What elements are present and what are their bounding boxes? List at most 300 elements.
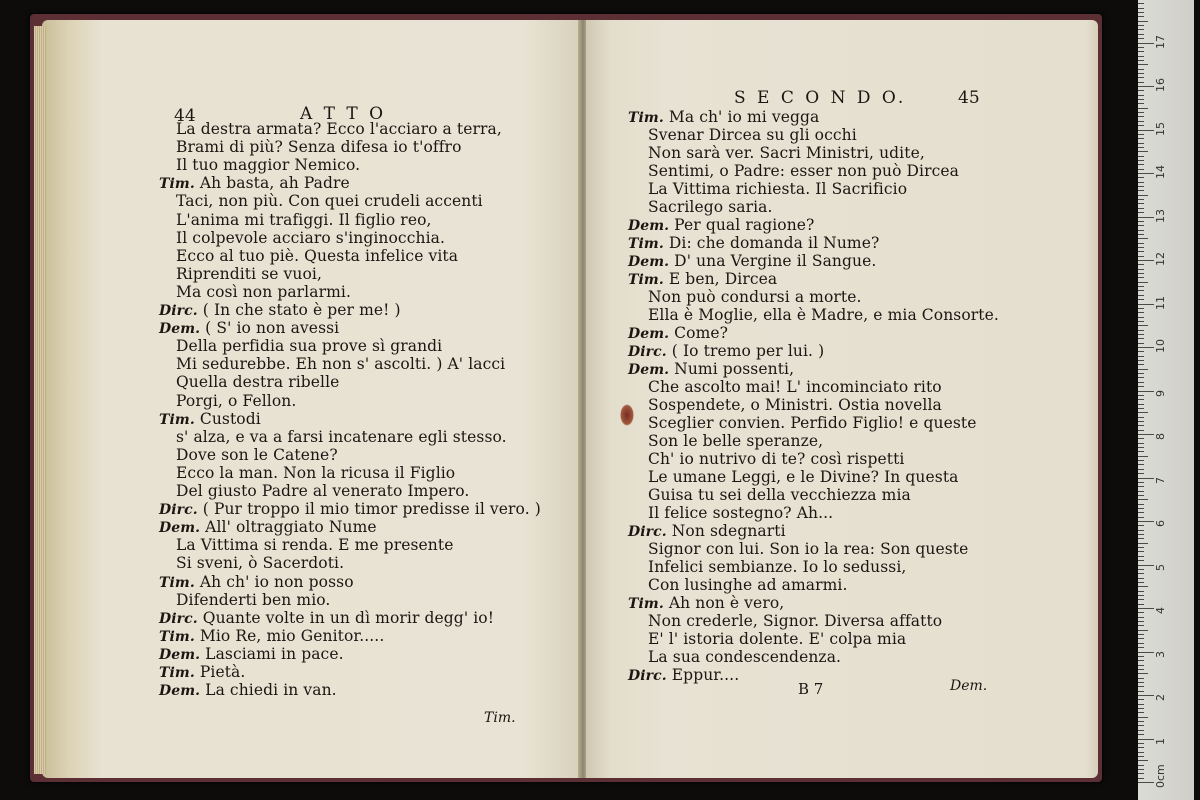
ruler-tick bbox=[1138, 617, 1144, 618]
text-line bbox=[648, 432, 823, 450]
ruler-tick bbox=[1138, 725, 1144, 726]
speaker-label: Tim. bbox=[628, 272, 664, 288]
line-text: Del giusto Padre al venerato Impero. bbox=[176, 482, 470, 500]
ruler-tick bbox=[1138, 491, 1144, 492]
text-line bbox=[176, 211, 432, 229]
text-line bbox=[159, 518, 377, 537]
ruler-label: 0cm bbox=[1154, 764, 1167, 788]
ruler-label: 6 bbox=[1154, 520, 1167, 527]
ruler-tick bbox=[1138, 338, 1144, 339]
ruler-tick bbox=[1138, 478, 1154, 479]
left-catchword: Tim. bbox=[484, 710, 516, 726]
ruler-tick bbox=[1138, 551, 1144, 552]
text-line bbox=[176, 482, 469, 500]
ruler-tick bbox=[1138, 752, 1144, 753]
text-line bbox=[159, 609, 494, 628]
text-line bbox=[648, 198, 773, 216]
ruler-tick bbox=[1138, 156, 1144, 157]
ruler-tick bbox=[1138, 643, 1144, 644]
ruler-tick bbox=[1138, 103, 1144, 104]
ruler-tick bbox=[1138, 673, 1148, 674]
text-line bbox=[159, 500, 541, 519]
line-text: Sacrilego saria. bbox=[648, 198, 773, 216]
ruler-tick bbox=[1138, 108, 1148, 109]
ruler-tick bbox=[1138, 16, 1144, 17]
ruler-tick bbox=[1138, 399, 1144, 400]
line-text: La destra armata? Ecco l'acciaro a terra, bbox=[176, 120, 502, 138]
text-line bbox=[176, 283, 351, 301]
line-text: La Vittima si renda. E me presente bbox=[176, 536, 454, 555]
ruler-tick bbox=[1138, 591, 1144, 592]
text-line bbox=[628, 216, 814, 235]
text-line bbox=[159, 410, 261, 429]
ruler-tick bbox=[1138, 382, 1144, 383]
line-text: Difenderti ben mio. bbox=[176, 590, 331, 609]
text-line bbox=[628, 234, 879, 253]
text-line bbox=[159, 627, 384, 646]
line-text: E ben, Dircea bbox=[668, 270, 778, 288]
ruler-tick bbox=[1138, 717, 1148, 718]
text-line bbox=[159, 663, 245, 682]
ruler-tick bbox=[1138, 177, 1144, 178]
line-text: La Vittima richiesta. Il Sacrificio bbox=[648, 180, 908, 198]
ruler-tick bbox=[1138, 230, 1144, 231]
ruler-tick bbox=[1138, 773, 1144, 774]
text-line bbox=[648, 648, 841, 666]
ruler-tick bbox=[1138, 238, 1148, 239]
ruler-tick bbox=[1138, 73, 1144, 74]
ruler-tick bbox=[1138, 195, 1148, 196]
line-text: Guisa tu sei della vecchiezza mia bbox=[648, 486, 911, 504]
ruler-tick bbox=[1138, 508, 1144, 509]
ruler-tick bbox=[1138, 369, 1148, 370]
ruler-tick bbox=[1138, 460, 1144, 461]
ruler-tick bbox=[1138, 569, 1144, 570]
line-text: Porgi, o Fellon. bbox=[176, 391, 297, 410]
measuring-ruler bbox=[1138, 0, 1194, 800]
speaker-label: Tim. bbox=[159, 665, 195, 681]
speaker-label: Dirc. bbox=[159, 303, 198, 319]
ruler-tick bbox=[1138, 299, 1144, 300]
text-line bbox=[176, 229, 445, 247]
text-line bbox=[176, 156, 360, 174]
line-text: Per qual ragione? bbox=[674, 216, 815, 234]
ruler-tick bbox=[1138, 29, 1144, 30]
left-page bbox=[42, 20, 582, 778]
ruler-tick bbox=[1138, 608, 1154, 609]
speaker-label: Tim. bbox=[159, 574, 195, 591]
ruler-tick bbox=[1138, 712, 1144, 713]
line-text: ( Pur troppo il mio timor predisse il vero. ) bbox=[202, 500, 541, 519]
ruler-tick bbox=[1138, 99, 1144, 100]
ruler-tick bbox=[1138, 638, 1144, 639]
line-text: Il felice sostegno? Ah... bbox=[648, 504, 834, 522]
ruler-tick bbox=[1138, 234, 1144, 235]
ruler-tick bbox=[1138, 212, 1144, 213]
line-text: ( Io tremo per lui. ) bbox=[671, 342, 825, 360]
ruler-tick bbox=[1138, 669, 1144, 670]
line-text: Il colpevole acciaro s'inginocchia. bbox=[176, 228, 446, 247]
ruler-label: 9 bbox=[1154, 389, 1167, 397]
ruler-tick bbox=[1138, 660, 1144, 661]
ruler-tick bbox=[1138, 456, 1148, 457]
right-page-number: 45 bbox=[958, 88, 980, 108]
ruler-tick bbox=[1138, 582, 1144, 583]
line-text: Ecco la man. Non la ricusa il Figlio bbox=[176, 463, 456, 482]
text-line bbox=[628, 270, 777, 289]
ruler-tick bbox=[1138, 130, 1154, 131]
speaker-label: Dem. bbox=[159, 683, 201, 700]
ruler-tick bbox=[1138, 704, 1144, 705]
ruler-tick bbox=[1138, 356, 1144, 357]
text-line bbox=[628, 342, 824, 361]
line-text: L'anima mi trafiggi. Il figlio reo, bbox=[176, 210, 432, 229]
ruler-tick bbox=[1138, 304, 1154, 305]
ruler-tick bbox=[1138, 434, 1154, 435]
ruler-tick bbox=[1138, 656, 1144, 657]
ruler-tick bbox=[1138, 778, 1144, 779]
line-text: Della perfidia sua prove sì grandi bbox=[176, 337, 443, 356]
ruler-tick bbox=[1138, 699, 1144, 700]
ruler-tick bbox=[1138, 351, 1144, 352]
line-text: Taci, non più. Con quei crudeli accenti bbox=[176, 192, 483, 211]
line-text: Eppur.... bbox=[671, 666, 740, 684]
ruler-tick bbox=[1138, 112, 1144, 113]
ruler-tick bbox=[1138, 277, 1144, 278]
text-line bbox=[176, 591, 330, 609]
speaker-label: Dirc. bbox=[159, 502, 198, 519]
line-text: Numi possenti, bbox=[674, 360, 795, 378]
line-text: Ecco al tuo piè. Questa infelice vita bbox=[176, 246, 459, 265]
ruler-tick bbox=[1138, 647, 1144, 648]
ruler-label: 5 bbox=[1154, 563, 1167, 571]
ruler-tick bbox=[1138, 560, 1144, 561]
line-text: Pietà. bbox=[199, 663, 246, 681]
speaker-label: Tim. bbox=[628, 236, 664, 252]
speaker-label: Dem. bbox=[159, 646, 201, 663]
text-line bbox=[628, 666, 739, 685]
ruler-tick bbox=[1138, 143, 1144, 144]
speaker-label: Dirc. bbox=[159, 610, 198, 627]
ruler-tick bbox=[1138, 417, 1144, 418]
text-line bbox=[648, 126, 857, 144]
ruler-tick bbox=[1138, 373, 1144, 374]
line-text: Come? bbox=[674, 324, 729, 342]
ruler-tick bbox=[1138, 765, 1144, 766]
line-text: Che ascolto mai! L' incominciato rito bbox=[648, 378, 942, 396]
text-line bbox=[176, 428, 507, 446]
ruler-tick bbox=[1138, 499, 1148, 500]
ruler-tick bbox=[1138, 451, 1144, 452]
ruler-tick bbox=[1138, 173, 1154, 174]
ruler-tick bbox=[1138, 343, 1144, 344]
text-line bbox=[176, 464, 455, 482]
line-text: Ma ch' io mi vegga bbox=[668, 108, 820, 126]
ruler-tick bbox=[1138, 743, 1144, 744]
text-line bbox=[159, 174, 350, 193]
speaker-label: Tim. bbox=[159, 176, 195, 193]
ruler-tick bbox=[1138, 530, 1144, 531]
ruler-tick bbox=[1138, 169, 1144, 170]
ruler-tick bbox=[1138, 504, 1144, 505]
ruler-tick bbox=[1138, 769, 1144, 770]
ruler-tick bbox=[1138, 404, 1144, 405]
ruler-tick bbox=[1138, 147, 1144, 148]
text-line bbox=[176, 446, 338, 464]
ruler-tick bbox=[1138, 691, 1144, 692]
line-text: D' una Vergine il Sangue. bbox=[674, 252, 877, 270]
ruler-tick bbox=[1138, 386, 1144, 387]
ruler-tick bbox=[1138, 730, 1144, 731]
ruler-label: 1 bbox=[1154, 737, 1167, 745]
text-line bbox=[628, 252, 876, 271]
line-text: Di: che domanda il Nume? bbox=[668, 234, 880, 252]
ruler-tick bbox=[1138, 443, 1144, 444]
speaker-label: Dem. bbox=[628, 362, 670, 378]
line-text: Ah basta, ah Padre bbox=[199, 174, 350, 193]
ruler-tick bbox=[1138, 521, 1154, 522]
ruler-tick bbox=[1138, 517, 1144, 518]
ruler-tick bbox=[1138, 330, 1144, 331]
ruler-tick bbox=[1138, 116, 1144, 117]
text-line bbox=[648, 144, 925, 162]
ruler-tick bbox=[1138, 782, 1154, 783]
text-line bbox=[648, 450, 904, 468]
ruler-tick bbox=[1138, 321, 1144, 322]
ruler-tick bbox=[1138, 199, 1144, 200]
ruler-tick bbox=[1138, 243, 1144, 244]
text-line bbox=[176, 192, 483, 210]
ruler-tick bbox=[1138, 665, 1144, 666]
line-text: Mi sedurebbe. Eh non s' ascolti. ) A' lacci bbox=[176, 355, 506, 374]
line-text: Non può condursi a morte. bbox=[648, 288, 862, 306]
ruler-label: 4 bbox=[1154, 607, 1167, 614]
line-text: Quella destra ribelle bbox=[176, 373, 340, 392]
line-text: Sentimi, o Padre: esser non può Dircea bbox=[648, 162, 960, 180]
ruler-tick bbox=[1138, 547, 1144, 548]
text-line bbox=[628, 594, 784, 613]
text-line bbox=[648, 486, 911, 504]
ruler-tick bbox=[1138, 534, 1144, 535]
ruler-tick bbox=[1138, 186, 1144, 187]
ruler-tick bbox=[1138, 708, 1144, 709]
speaker-label: Dem. bbox=[159, 520, 201, 537]
speaker-label: Tim. bbox=[628, 110, 664, 126]
text-line bbox=[176, 373, 339, 391]
ruler-tick bbox=[1138, 134, 1144, 135]
ruler-tick bbox=[1138, 599, 1144, 600]
right-catchword: Dem. bbox=[950, 678, 988, 694]
text-line bbox=[648, 162, 959, 180]
ruler-tick bbox=[1138, 543, 1148, 544]
text-line bbox=[159, 301, 401, 320]
ruler-tick bbox=[1138, 203, 1144, 204]
ruler-tick bbox=[1138, 208, 1144, 209]
ruler-tick bbox=[1138, 625, 1144, 626]
text-line bbox=[176, 337, 442, 355]
ruler-tick bbox=[1138, 82, 1144, 83]
line-text: Ah ch' io non posso bbox=[199, 572, 354, 591]
ruler-tick bbox=[1138, 360, 1144, 361]
ruler-tick bbox=[1138, 391, 1154, 392]
ruler-tick bbox=[1138, 464, 1144, 465]
ruler-tick bbox=[1138, 734, 1144, 735]
ink-stain bbox=[620, 404, 634, 426]
text-line bbox=[648, 612, 942, 630]
line-text: All' oltraggiato Nume bbox=[205, 518, 377, 537]
ruler-tick bbox=[1138, 682, 1144, 683]
ruler-tick bbox=[1138, 604, 1144, 605]
line-text: Ma così non parlarmi. bbox=[176, 282, 351, 301]
ruler-tick bbox=[1138, 630, 1148, 631]
ruler-tick bbox=[1138, 125, 1144, 126]
ruler-tick bbox=[1138, 438, 1144, 439]
speaker-label: Dem. bbox=[159, 321, 201, 338]
ruler-tick bbox=[1138, 473, 1144, 474]
line-text: Sceglier convien. Perfido Figlio! e queste bbox=[648, 414, 977, 432]
line-text: s' alza, e va a farsi incatenare egli stesso. bbox=[176, 427, 507, 446]
ruler-label: 11 bbox=[1154, 295, 1167, 310]
ruler-tick bbox=[1138, 34, 1144, 35]
ruler-tick bbox=[1138, 225, 1144, 226]
ruler-tick bbox=[1138, 721, 1144, 722]
text-line bbox=[648, 504, 833, 522]
text-line bbox=[159, 573, 354, 592]
ruler-tick bbox=[1138, 138, 1144, 139]
line-text: Son le belle speranze, bbox=[648, 432, 824, 450]
text-line bbox=[648, 540, 968, 558]
ruler-tick bbox=[1138, 347, 1154, 348]
text-line bbox=[648, 288, 862, 306]
ruler-tick bbox=[1138, 317, 1144, 318]
speaker-label: Dirc. bbox=[628, 524, 667, 540]
ruler-tick bbox=[1138, 512, 1144, 513]
ruler-tick bbox=[1138, 482, 1144, 483]
ruler-tick bbox=[1138, 678, 1144, 679]
ruler-tick bbox=[1138, 430, 1144, 431]
ruler-tick bbox=[1138, 695, 1154, 696]
text-line bbox=[159, 681, 337, 700]
ruler-tick bbox=[1138, 3, 1144, 4]
speaker-label: Dem. bbox=[628, 218, 670, 234]
line-text: Ch' io nutrivo di te? così rispetti bbox=[648, 450, 905, 468]
page-edges bbox=[34, 26, 46, 774]
ruler-tick bbox=[1138, 739, 1154, 740]
ruler-tick bbox=[1138, 412, 1148, 413]
text-line bbox=[648, 576, 848, 594]
text-line bbox=[648, 306, 999, 324]
ruler-tick bbox=[1138, 151, 1148, 152]
speaker-label: Dem. bbox=[628, 254, 670, 270]
text-line bbox=[648, 378, 942, 396]
ruler-tick bbox=[1138, 51, 1144, 52]
ruler-tick bbox=[1138, 8, 1144, 9]
ruler-tick bbox=[1138, 565, 1154, 566]
text-line bbox=[176, 536, 454, 554]
ruler-tick bbox=[1138, 747, 1144, 748]
ruler-tick bbox=[1138, 377, 1144, 378]
ruler-tick bbox=[1138, 395, 1144, 396]
right-running-head: S E C O N D O. bbox=[734, 88, 907, 108]
ruler-tick bbox=[1138, 486, 1144, 487]
ruler-tick bbox=[1138, 12, 1144, 13]
text-line bbox=[648, 558, 906, 576]
ruler-label: 12 bbox=[1154, 252, 1167, 266]
ruler-tick bbox=[1138, 408, 1144, 409]
ruler-tick bbox=[1138, 595, 1144, 596]
ruler-tick bbox=[1138, 121, 1144, 122]
ruler-tick bbox=[1138, 290, 1144, 291]
ruler-tick bbox=[1138, 164, 1144, 165]
ruler-tick bbox=[1138, 182, 1144, 183]
ruler-label: 2 bbox=[1154, 694, 1167, 701]
line-text: Con lusinghe ad amarmi. bbox=[648, 576, 848, 594]
line-text: E' l' istoria dolente. E' colpa mia bbox=[648, 630, 907, 648]
ruler-tick bbox=[1138, 634, 1144, 635]
ruler-tick bbox=[1138, 538, 1144, 539]
ruler-tick bbox=[1138, 273, 1144, 274]
ruler-tick bbox=[1138, 312, 1144, 313]
ruler-tick bbox=[1138, 756, 1144, 757]
ruler-tick bbox=[1138, 264, 1144, 265]
line-text: La sua condescendenza. bbox=[648, 648, 842, 666]
ruler-tick bbox=[1138, 556, 1144, 557]
text-line bbox=[176, 247, 458, 265]
ruler-tick bbox=[1138, 282, 1148, 283]
ruler-tick bbox=[1138, 64, 1148, 65]
ruler-label: 14 bbox=[1154, 165, 1167, 179]
text-line bbox=[648, 468, 959, 486]
line-text: Si sveni, ò Sacerdoti. bbox=[176, 554, 345, 573]
ruler-tick bbox=[1138, 190, 1144, 191]
text-line bbox=[648, 414, 977, 432]
ruler-label: 8 bbox=[1154, 433, 1167, 440]
ruler-tick bbox=[1138, 495, 1144, 496]
ruler-label: 15 bbox=[1154, 121, 1167, 136]
ruler-tick bbox=[1138, 621, 1144, 622]
left-page-number: 44 bbox=[174, 106, 196, 126]
text-line bbox=[176, 120, 502, 138]
ruler-label: 10 bbox=[1154, 339, 1167, 353]
ruler-tick bbox=[1138, 578, 1144, 579]
line-text: Ah non è vero, bbox=[668, 594, 785, 612]
text-line bbox=[159, 645, 344, 664]
ruler-tick bbox=[1138, 21, 1148, 22]
ruler-tick bbox=[1138, 95, 1144, 96]
ruler-tick bbox=[1138, 69, 1144, 70]
line-text: Il tuo maggior Nemico. bbox=[176, 156, 361, 175]
speaker-label: Tim. bbox=[159, 411, 195, 428]
ruler-tick bbox=[1138, 612, 1144, 613]
right-signature: B 7 bbox=[798, 680, 824, 698]
line-text: Sospendete, o Ministri. Ostia novella bbox=[648, 396, 942, 414]
ruler-tick bbox=[1138, 686, 1144, 687]
speaker-label: Dirc. bbox=[628, 668, 667, 684]
text-line bbox=[648, 396, 942, 414]
line-text: Signor con lui. Son io la rea: Son queste bbox=[648, 540, 969, 558]
line-text: Quante volte in un dì morir degg' io! bbox=[202, 608, 495, 627]
line-text: Non sarà ver. Sacri Ministri, udite, bbox=[648, 144, 925, 162]
ruler-tick bbox=[1138, 247, 1144, 248]
ruler-tick bbox=[1138, 160, 1144, 161]
text-line bbox=[628, 360, 794, 379]
text-line bbox=[176, 355, 505, 373]
ruler-label: 16 bbox=[1154, 78, 1167, 92]
ruler-tick bbox=[1138, 760, 1148, 761]
speaker-label: Dirc. bbox=[628, 344, 667, 360]
ruler-tick bbox=[1138, 260, 1154, 261]
line-text: ( S' io non avessi bbox=[205, 319, 340, 338]
